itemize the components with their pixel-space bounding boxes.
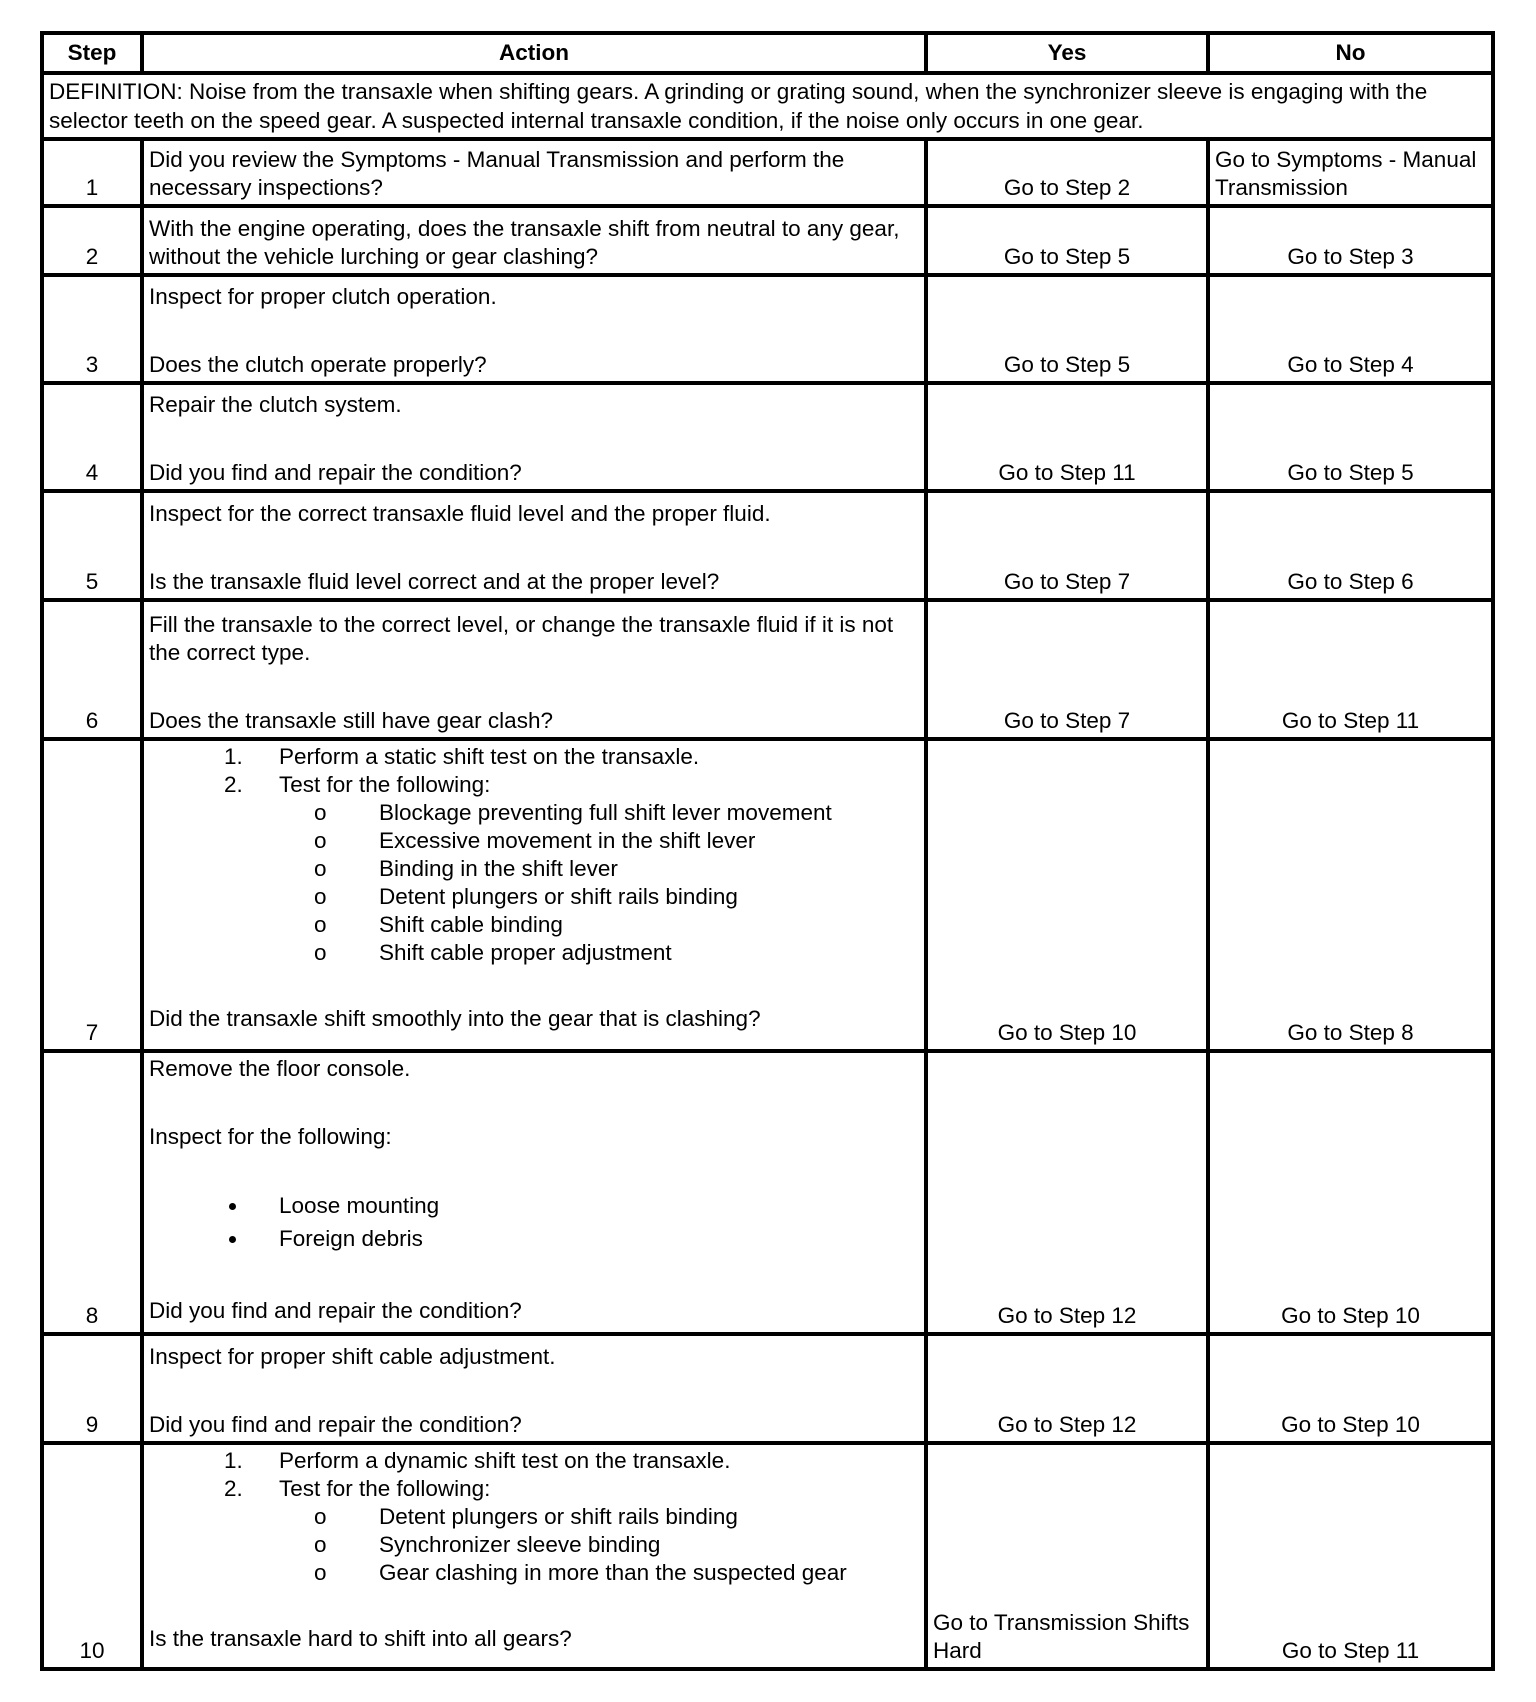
step-number: 10: [42, 1443, 142, 1669]
step-number: 1: [42, 139, 142, 206]
step-question: Is the transaxle fluid level correct and at the proper level?: [149, 569, 720, 594]
sub-list-item: o Excessive movement in the shift lever: [349, 827, 919, 855]
step-instruction: Repair the clutch system.: [149, 392, 402, 417]
table-row: [42, 1051, 1493, 1334]
no-action: Go to Step 10: [1208, 1334, 1493, 1443]
header-yes: Yes: [926, 33, 1208, 73]
list-item: [249, 771, 919, 967]
yes-action: Go to Step 12: [926, 1334, 1208, 1443]
no-action: Go to Step 11: [1208, 600, 1493, 739]
step-instruction: Inspect for the following:: [149, 1124, 392, 1149]
step-question: Does the transaxle still have gear clash?: [149, 708, 553, 733]
list-item: 1. Perform a static shift test on the transaxle.: [249, 743, 919, 771]
header-action: Action: [142, 33, 926, 73]
step-instruction: Inspect for proper shift cable adjustment.: [149, 1344, 556, 1369]
list-item-label: Test for the following:: [279, 1476, 491, 1501]
step-question: Did you find and repair the condition?: [149, 460, 522, 485]
no-action: Go to Step 11: [1208, 1443, 1493, 1669]
diagnostic-table: [40, 31, 1495, 1671]
yes-action: Go to Step 12: [926, 1051, 1208, 1334]
step-instruction: Inspect for proper clutch operation.: [149, 284, 497, 309]
no-action: Go to Symptoms - Manual Transmission: [1208, 139, 1493, 206]
definition-text: DEFINITION: Noise from the transaxle when shifting gears. A grinding or grating sound, when the synchronizer sleeve is engaging with the selector teeth on the speed gear. A suspected internal transaxle condition, if the noise only occurs in one gear.: [42, 73, 1493, 139]
step-instruction: Remove the floor console.: [149, 1056, 411, 1081]
numbered-list: [149, 1447, 919, 1587]
yes-action: Go to Step 7: [926, 491, 1208, 600]
step-action-cell: [142, 383, 926, 491]
bullet-list: [149, 1189, 919, 1255]
step-question: Did the transaxle shift smoothly into the gear that is clashing?: [149, 1006, 761, 1031]
definition-row: [42, 73, 1493, 139]
sub-list: [279, 799, 919, 967]
step-action-cell: [142, 739, 926, 1051]
table-row: [42, 600, 1493, 739]
step-number: 2: [42, 206, 142, 275]
sub-list-item: o Detent plungers or shift rails binding: [349, 883, 919, 911]
yes-action: Go to Step 2: [926, 139, 1208, 206]
sub-list-item: o Binding in the shift lever: [349, 855, 919, 883]
step-question: Did you review the Symptoms - Manual Transmission and perform the necessary inspections?: [142, 139, 926, 206]
table-row: [42, 1334, 1493, 1443]
step-instruction: Inspect for the correct transaxle fluid level and the proper fluid.: [149, 501, 771, 526]
sub-list: [279, 1503, 919, 1587]
step-action-cell: [142, 1443, 926, 1669]
header-no: No: [1208, 33, 1493, 73]
list-item: • Foreign debris: [249, 1222, 919, 1255]
step-number: 3: [42, 275, 142, 383]
yes-action: Go to Step 11: [926, 383, 1208, 491]
step-question: With the engine operating, does the transaxle shift from neutral to any gear, without the vehicle lurching or gear clashing?: [142, 206, 926, 275]
step-number: 7: [42, 739, 142, 1051]
no-action: Go to Step 5: [1208, 383, 1493, 491]
yes-action: Go to Transmission Shifts Hard: [926, 1443, 1208, 1669]
table-row: [42, 139, 1493, 206]
no-action: Go to Step 3: [1208, 206, 1493, 275]
step-action-cell: [142, 600, 926, 739]
sub-list-item: o Shift cable binding: [349, 911, 919, 939]
table-row: [42, 383, 1493, 491]
no-action: Go to Step 8: [1208, 739, 1493, 1051]
table-row: [42, 491, 1493, 600]
step-number: 5: [42, 491, 142, 600]
table-row: [42, 1443, 1493, 1669]
numbered-list: [149, 743, 919, 967]
table-row: [42, 275, 1493, 383]
no-action: Go to Step 6: [1208, 491, 1493, 600]
step-question: Does the clutch operate properly?: [149, 352, 487, 377]
table-row: [42, 206, 1493, 275]
step-action-cell: [142, 491, 926, 600]
step-action-cell: [142, 1051, 926, 1334]
yes-action: Go to Step 5: [926, 275, 1208, 383]
sub-list-item: o Shift cable proper adjustment: [349, 939, 919, 967]
list-item: • Loose mounting: [249, 1189, 919, 1222]
sub-list-item: o Gear clashing in more than the suspected gear: [349, 1559, 919, 1587]
no-action: Go to Step 10: [1208, 1051, 1493, 1334]
sub-list-item: o Detent plungers or shift rails binding: [349, 1503, 919, 1531]
step-question: Did you find and repair the condition?: [149, 1298, 522, 1323]
step-number: 4: [42, 383, 142, 491]
yes-action: Go to Step 10: [926, 739, 1208, 1051]
step-instruction: Fill the transaxle to the correct level, or change the transaxle fluid if it is not the correct type.: [149, 612, 894, 665]
sub-list-item: o Blockage preventing full shift lever movement: [349, 799, 919, 827]
no-action: Go to Step 4: [1208, 275, 1493, 383]
list-item: 1. Perform a dynamic shift test on the transaxle.: [249, 1447, 919, 1475]
table-row: [42, 739, 1493, 1051]
step-action-cell: [142, 1334, 926, 1443]
header-row: [42, 33, 1493, 73]
step-action-cell: [142, 275, 926, 383]
step-number: 9: [42, 1334, 142, 1443]
list-item: [249, 1475, 919, 1587]
list-item-label: Test for the following:: [279, 772, 491, 797]
header-step: Step: [42, 33, 142, 73]
yes-action: Go to Step 7: [926, 600, 1208, 739]
step-question: Did you find and repair the condition?: [149, 1412, 522, 1437]
step-question: Is the transaxle hard to shift into all gears?: [149, 1626, 572, 1651]
step-number: 6: [42, 600, 142, 739]
step-number: 8: [42, 1051, 142, 1334]
yes-action: Go to Step 5: [926, 206, 1208, 275]
sub-list-item: o Synchronizer sleeve binding: [349, 1531, 919, 1559]
